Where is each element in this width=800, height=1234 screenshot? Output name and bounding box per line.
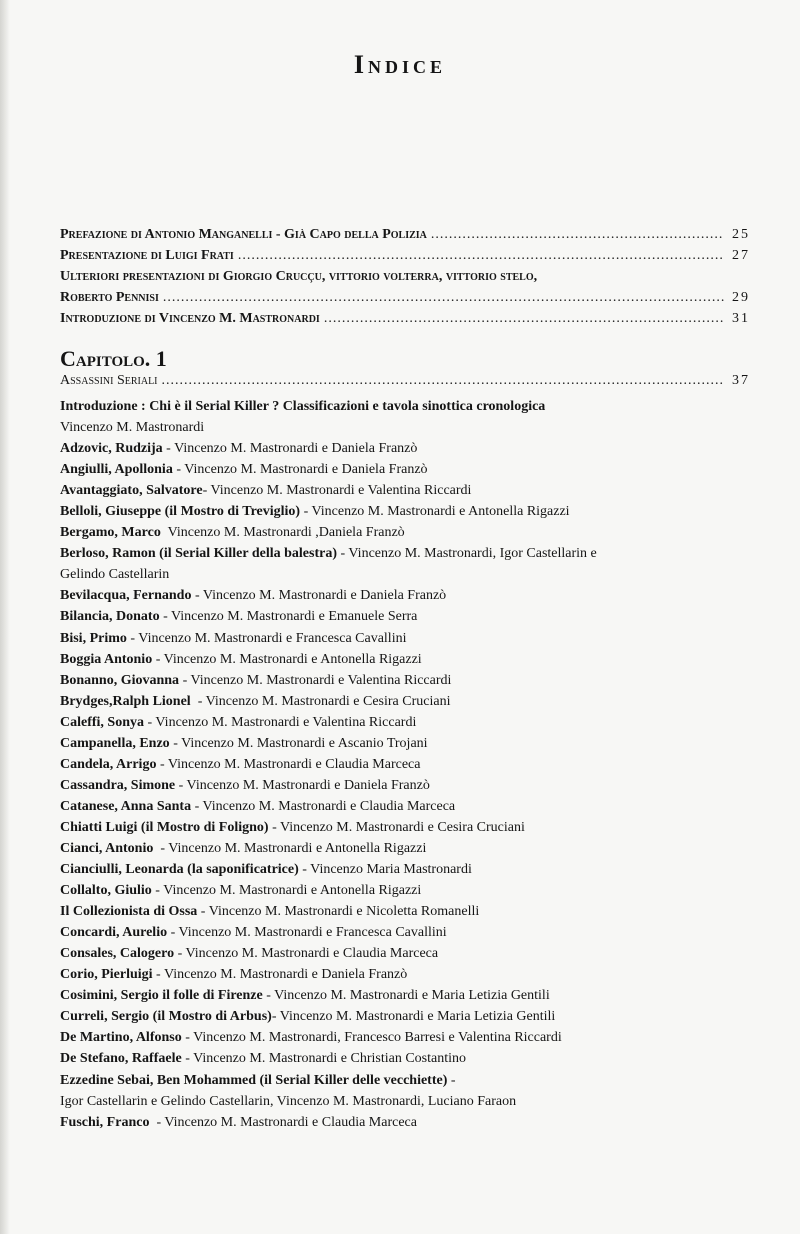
chapter-section bbox=[60, 373, 750, 394]
page-title: Indice bbox=[353, 50, 447, 79]
entry-name: Chiatti Luigi (il Mostro di Foligno) bbox=[60, 819, 269, 835]
toc-page-number: 27 bbox=[732, 248, 750, 263]
list-item[interactable] bbox=[60, 775, 750, 796]
entry-authors: - Vincenzo M. Mastronardi e Christian Costantino bbox=[181, 1051, 466, 1067]
entry-name: Bergamo, Marco bbox=[60, 525, 161, 541]
toc-leader-dots bbox=[324, 311, 724, 327]
entry-authors: - Vincenzo M. Mastronardi, Igor Castellarin e bbox=[337, 546, 597, 562]
entry-authors: - Vincenzo M. Mastronardi e Antonella Rigazzi bbox=[151, 883, 422, 899]
entry-name: Introduzione : Chi è il Serial Killer ? Classificazioni e tavola sinottica cronologica bbox=[60, 399, 546, 414]
entry-authors: Vincenzo M. Mastronardi bbox=[60, 420, 205, 436]
entry-authors: - Vincenzo M. Mastronardi e Antonella Rigazzi bbox=[300, 504, 570, 520]
entry-authors: - bbox=[447, 1072, 456, 1088]
toc-label: Presentazione di Luigi Frati bbox=[60, 248, 234, 263]
list-item[interactable] bbox=[60, 628, 750, 649]
list-item[interactable] bbox=[60, 1070, 750, 1091]
toc-page-number: 37 bbox=[732, 373, 750, 388]
toc-label: Introduzione di Vincenzo M. Mastronardi bbox=[60, 311, 320, 326]
toc-row-ulteriori[interactable] bbox=[60, 269, 750, 290]
entry-authors: - Vincenzo M. Mastronardi e Emanuele Serra bbox=[159, 609, 418, 625]
entry-name: Bisi, Primo bbox=[60, 630, 127, 646]
entry-name: Catanese, Anna Santa bbox=[60, 798, 192, 814]
entry-name: Bilancia, Donato bbox=[60, 609, 160, 625]
list-item[interactable] bbox=[60, 754, 750, 775]
list-item[interactable] bbox=[60, 564, 750, 585]
entry-name: Candela, Arrigo bbox=[60, 756, 157, 772]
entry-authors: - Vincenzo M. Mastronardi e Claudia Marceca bbox=[191, 798, 456, 814]
list-item[interactable] bbox=[60, 985, 750, 1006]
entry-name: Avantaggiato, Salvatore bbox=[60, 483, 203, 499]
toc-leader-dots bbox=[163, 290, 724, 306]
list-item[interactable] bbox=[60, 817, 750, 838]
entry-name: Angiulli, Apollonia bbox=[60, 462, 173, 478]
entry-name: De Martino, Alfonso bbox=[60, 1030, 182, 1046]
toc-leader-dots bbox=[238, 248, 724, 264]
entry-authors: Gelindo Castellarin bbox=[60, 567, 170, 583]
list-item[interactable] bbox=[60, 943, 750, 964]
toc-label: Ulteriori presentazioni di Giorgio Crucçu, vittorio volterra, vittorio stelo, bbox=[60, 269, 538, 284]
entry-name: Cassandra, Simone bbox=[60, 777, 176, 793]
entry-authors: - Vincenzo M. Mastronardi, Francesco Barresi e Valentina Riccardi bbox=[181, 1030, 562, 1046]
entry-authors: - Vincenzo M. Mastronardi e Francesca Cavallini bbox=[126, 630, 407, 646]
entry-authors: - Vincenzo M. Mastronardi e Daniela Franzò bbox=[172, 462, 428, 478]
list-item[interactable] bbox=[60, 733, 750, 754]
toc-page-number: 31 bbox=[732, 311, 750, 326]
list-item[interactable] bbox=[60, 480, 750, 501]
list-item[interactable] bbox=[60, 1048, 750, 1069]
list-item[interactable] bbox=[60, 901, 750, 922]
toc-leader-dots bbox=[162, 373, 724, 389]
list-item[interactable] bbox=[60, 396, 750, 417]
toc-row-pennisi[interactable] bbox=[60, 290, 750, 311]
entry-name: Collalto, Giulio bbox=[60, 883, 152, 899]
entry-name: Corio, Pierluigi bbox=[60, 967, 153, 983]
entry-name: Cianciulli, Leonarda (la saponificatrice) bbox=[60, 862, 299, 878]
list-item[interactable] bbox=[60, 922, 750, 943]
list-item[interactable] bbox=[60, 670, 750, 691]
entry-authors: Igor Castellarin e Gelindo Castellarin, Vincenzo M. Mastronardi, Luciano Faraon bbox=[60, 1093, 517, 1109]
toc-leader-dots bbox=[431, 227, 724, 243]
entry-name: Brydges,Ralph Lionel bbox=[60, 693, 191, 709]
entry-authors: - Vincenzo M. Mastronardi e Claudia Marceca bbox=[156, 756, 421, 772]
list-item[interactable] bbox=[60, 964, 750, 985]
list-item[interactable] bbox=[60, 691, 750, 712]
entry-authors: - Vincenzo M. Mastronardi e Cesira Cruciani bbox=[268, 819, 525, 835]
entry-name: Fuschi, Franco bbox=[60, 1114, 150, 1130]
entry-name: Cianci, Antonio bbox=[60, 840, 154, 856]
list-item[interactable] bbox=[60, 712, 750, 733]
entry-authors: - Vincenzo M. Mastronardi e Valentina Riccardi bbox=[144, 714, 417, 730]
list-item[interactable] bbox=[60, 501, 750, 522]
entry-name: Consales, Calogero bbox=[60, 946, 175, 962]
entry-authors: - Vincenzo M. Mastronardi e Valentina Riccardi bbox=[202, 483, 472, 499]
list-item[interactable] bbox=[60, 880, 750, 901]
entry-name: Il Collezionista di Ossa bbox=[60, 904, 198, 920]
entry-name: Berloso, Ramon (il Serial Killer della balestra) bbox=[60, 546, 337, 562]
entry-name: Cosimini, Sergio il folle di Firenze bbox=[60, 988, 263, 1004]
entry-authors: - Vincenzo M. Mastronardi e Daniela Franzò bbox=[191, 588, 447, 604]
entry-authors: - Vincenzo M. Mastronardi e Claudia Marceca bbox=[149, 1114, 417, 1130]
entry-authors: - Vincenzo M. Mastronardi e Maria Letizia Gentili bbox=[262, 988, 550, 1004]
entry-name: Belloli, Giuseppe (il Mostro di Treviglio) bbox=[60, 504, 301, 520]
entry-authors: - Vincenzo M. Mastronardi e Antonella Rigazzi bbox=[152, 651, 422, 667]
entry-name: Bevilacqua, Fernando bbox=[60, 588, 192, 604]
list-item[interactable] bbox=[60, 1112, 750, 1133]
chapter-heading: Capitolo. 1 bbox=[60, 346, 167, 371]
list-item[interactable] bbox=[60, 649, 750, 670]
entry-authors: Vincenzo M. Mastronardi ,Daniela Franzò bbox=[160, 525, 405, 541]
entry-name: Campanella, Enzo bbox=[60, 735, 170, 751]
entry-authors: - Vincenzo M. Mastronardi e Francesca Cavallini bbox=[167, 925, 447, 941]
list-item[interactable] bbox=[60, 543, 750, 564]
list-item[interactable] bbox=[60, 1091, 750, 1112]
toc-row-assassini-seriali[interactable] bbox=[60, 373, 750, 394]
list-item[interactable] bbox=[60, 417, 750, 438]
toc-row-introduzione[interactable] bbox=[60, 311, 750, 332]
entry-name: De Stefano, Raffaele bbox=[60, 1051, 182, 1067]
entry-name: Caleffi, Sonya bbox=[60, 714, 144, 730]
front-matter-list bbox=[60, 227, 750, 332]
list-item[interactable] bbox=[60, 522, 750, 543]
entry-authors: - Vincenzo M. Mastronardi e Valentina Riccardi bbox=[179, 672, 452, 688]
entry-name: Concardi, Aurelio bbox=[60, 925, 168, 941]
entry-authors: - Vincenzo M. Mastronardi e Daniela Franzò bbox=[162, 441, 418, 457]
entry-list bbox=[60, 396, 750, 1133]
entry-authors: - Vincenzo M. Mastronardi e Claudia Marceca bbox=[174, 946, 439, 962]
list-item[interactable] bbox=[60, 606, 750, 627]
list-item[interactable] bbox=[60, 1006, 750, 1027]
list-item[interactable] bbox=[60, 1027, 750, 1048]
entry-authors: - Vincenzo M. Mastronardi e Maria Letizia Gentili bbox=[271, 1009, 556, 1025]
list-item[interactable] bbox=[60, 459, 750, 480]
entry-name: Bonanno, Giovanna bbox=[60, 672, 180, 688]
toc-row-prefazione[interactable] bbox=[60, 227, 750, 248]
toc-label: Roberto Pennisi bbox=[60, 290, 159, 305]
entry-name: Adzovic, Rudzija bbox=[60, 441, 163, 457]
toc-row-presentazione[interactable] bbox=[60, 248, 750, 269]
list-item[interactable] bbox=[60, 585, 750, 606]
entry-authors: - Vincenzo M. Mastronardi e Daniela Franzò bbox=[152, 967, 408, 983]
entry-authors: - Vincenzo M. Mastronardi e Ascanio Trojani bbox=[169, 735, 428, 751]
entry-authors: - Vincenzo Maria Mastronardi bbox=[298, 862, 472, 878]
list-item[interactable] bbox=[60, 796, 750, 817]
toc-page-number: 25 bbox=[732, 227, 750, 242]
entry-authors: - Vincenzo M. Mastronardi e Daniela Franzò bbox=[175, 777, 430, 793]
entry-authors: - Vincenzo M. Mastronardi e Antonella Rigazzi bbox=[153, 840, 427, 856]
list-item[interactable] bbox=[60, 438, 750, 459]
list-item[interactable] bbox=[60, 838, 750, 859]
toc-label: Assassini Seriali bbox=[60, 373, 158, 388]
toc-label: Prefazione di Antonio Manganelli - Già Capo della Polizia bbox=[60, 227, 427, 242]
list-item[interactable] bbox=[60, 859, 750, 880]
page-spine-shadow bbox=[0, 0, 10, 1234]
entry-name: Curreli, Sergio (il Mostro di Arbus) bbox=[60, 1009, 272, 1025]
entry-name: Ezzedine Sebai, Ben Mohammed (il Serial Killer delle vecchiette) bbox=[60, 1072, 448, 1088]
entry-authors: - Vincenzo M. Mastronardi e Nicoletta Romanelli bbox=[197, 904, 480, 920]
entry-authors: - Vincenzo M. Mastronardi e Cesira Cruciani bbox=[190, 693, 451, 709]
toc-page-number: 29 bbox=[732, 290, 750, 305]
entry-name: Boggia Antonio bbox=[60, 651, 153, 667]
